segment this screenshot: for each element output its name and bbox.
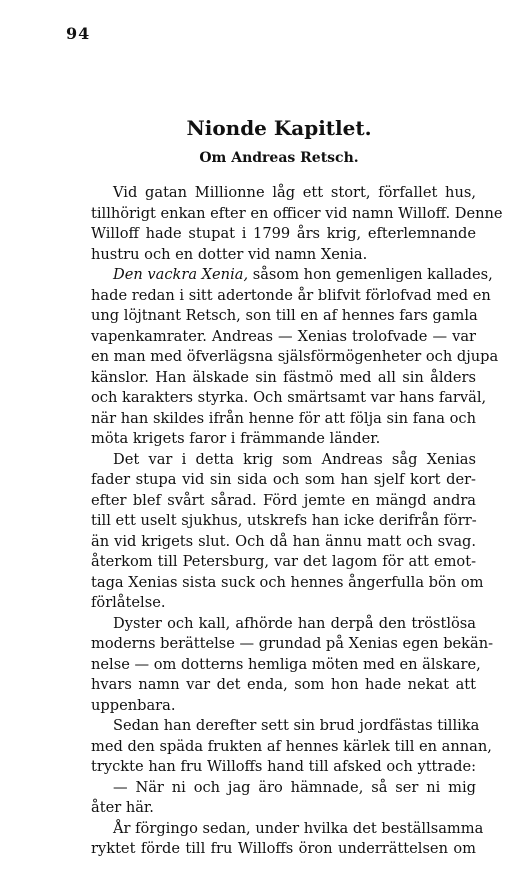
text-line-content: med den späda frukten af hennes kärlek till en annan, [91, 737, 492, 755]
text-line [91, 696, 476, 717]
text-line [91, 204, 503, 225]
text-line-content: År förgingo sedan, under hvilka det beställsamma [113, 819, 484, 837]
text-line [91, 552, 476, 573]
text-line [91, 716, 480, 737]
text-line-content: vapenkamrater. Andreas — Xenias trolofvade — var [91, 327, 476, 345]
text-line [91, 491, 476, 512]
text-line [91, 757, 476, 778]
chapter-title: Nionde Kapitlet. [186, 116, 372, 140]
text-line-content: ung löjtnant Retsch, son till en af hennes fars gamla [91, 307, 478, 324]
text-line-content: möta krigets faror i främmande länder. [91, 430, 381, 447]
text-line [91, 388, 487, 409]
text-line [91, 655, 481, 676]
text-line [91, 306, 476, 327]
text-line-content: åter här. [91, 799, 154, 816]
text-line [91, 265, 493, 286]
text-line-content: Vid gatan Millionne låg ett stort, förfallet hus, [113, 184, 476, 201]
text-line [91, 450, 476, 471]
text-line-content: Sedan han derefter sett sin brud jordfästas tillika [113, 717, 480, 734]
text-line-content: än vid krigets slut. Och då han ännu matt och svag. [91, 532, 476, 550]
text-line [91, 511, 476, 532]
text-line [91, 634, 494, 655]
text-line [91, 532, 476, 553]
text-line [91, 778, 476, 799]
text-line-content: återkom till Petersburg, var det lagom för att emot- [91, 553, 476, 570]
text-line [91, 286, 491, 307]
text-line [91, 675, 476, 696]
text-line [91, 737, 492, 758]
text-line-content: ryktet förde till fru Willoffs öron underrättelsen om [91, 840, 476, 857]
body-text [91, 183, 503, 860]
text-line-content: fader stupa vid sin sida och som han sjelf kort der- [91, 471, 476, 488]
text-line-content: hade redan i sitt adertonde år blifvit förlofvad med en [91, 286, 491, 304]
text-line-content: förlåtelse. [91, 594, 166, 611]
italic-phrase: Den vackra Xenia, [113, 266, 249, 283]
text-line-content: Dyster och kall, afhörde han derpå den tröstlösa [113, 614, 476, 632]
text-line [91, 224, 476, 245]
text-line [91, 245, 476, 266]
text-line [91, 593, 476, 614]
text-line [91, 839, 476, 860]
text-line-content: och karakters styrka. Och smärtsamt var hans farväl, [91, 389, 487, 406]
text-line-content: taga Xenias sista suck och hennes ångerfulla bön om [91, 573, 484, 591]
text-line [91, 347, 499, 368]
text-line-content: till ett uselt sjukhus, utskrefs han icke derifrån förr- [91, 512, 477, 529]
text-line-content: moderns berättelse — grundad på Xenias egen bekän- [91, 635, 494, 652]
text-line-content: tryckte han fru Willoffs hand till afsked och yttrade: [91, 758, 476, 775]
text-line [91, 183, 476, 204]
text-line [91, 614, 476, 635]
chapter-subtitle: Om Andreas Retsch. [199, 150, 359, 166]
text-line-content: uppenbara. [91, 696, 176, 714]
text-line-content: en man med öfverlägsna själsförmögenheter och djupa [91, 348, 499, 365]
text-line-content: Det var i detta krig som Andreas såg Xenias [113, 450, 476, 468]
text-line [91, 327, 476, 348]
text-line [91, 573, 484, 594]
text-line-content: hvars namn var det enda, som hon hade nekat att [91, 676, 476, 693]
text-line-content: när han skildes ifrån henne för att följa sin fana och [91, 409, 476, 427]
text-line-content: känslor. Han älskade sin fästmö med all sin ålders [91, 368, 476, 386]
text-line [91, 429, 476, 450]
text-line [91, 470, 476, 491]
text-line-content: hustru och en dotter vid namn Xenia. [91, 245, 368, 263]
text-line [91, 798, 476, 819]
text-line-content: nelse — om dotterns hemliga möten med en älskare, [91, 655, 481, 673]
text-line-content: såsom hon gemenligen kallades, [248, 266, 493, 283]
text-line [91, 409, 476, 430]
text-line [91, 368, 476, 389]
page-number: 94 [66, 24, 91, 43]
text-line-content: tillhörigt enkan efter en officer vid namn Willoff. Denne [91, 204, 503, 222]
text-line-content: Willoff hade stupat i 1799 års krig, efterlemnande [91, 225, 476, 242]
text-line [91, 819, 484, 840]
text-line-content: — När ni och jag äro hämnade, så ser ni mig [113, 778, 476, 796]
text-line-content: efter blef svårt sårad. Förd jemte en mängd andra [91, 491, 476, 509]
